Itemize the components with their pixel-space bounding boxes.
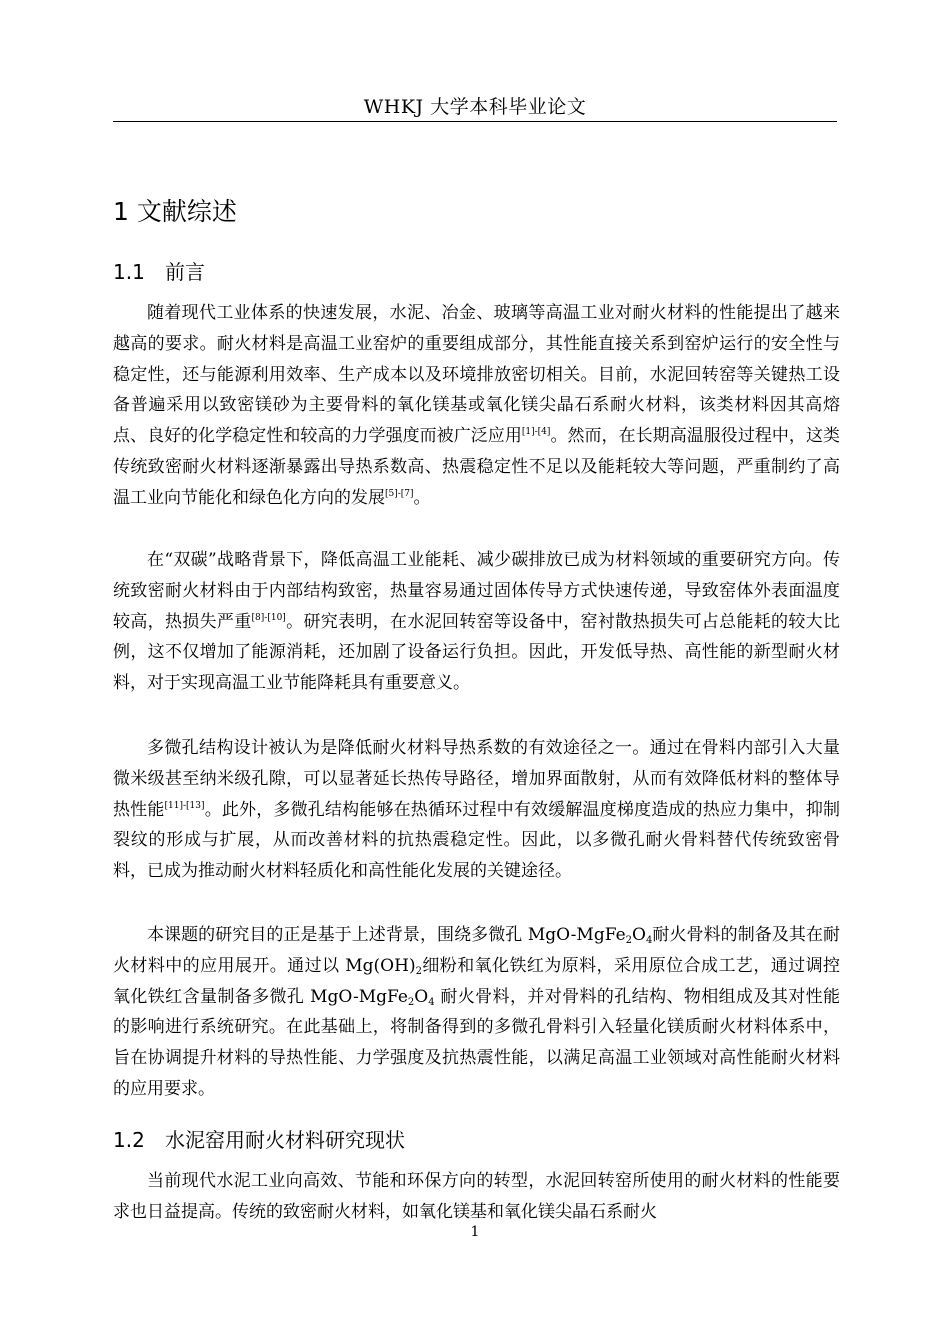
paragraph-text: 耐火骨料的制备及其在耐火材料中的应用展开。通过以 Mg(OH)	[113, 925, 841, 976]
subscript: 4	[645, 935, 653, 946]
paragraph-1	[113, 298, 840, 514]
citation: [1]-[4]	[521, 427, 551, 438]
section-heading-1-1	[113, 256, 205, 285]
paragraph-2	[113, 545, 840, 699]
section-number: 1.2	[113, 1128, 145, 1152]
paragraph-text: 。	[413, 487, 431, 508]
paragraph-text: 细粉和氧化铁红为原料，采用原位合成工艺，通过调控氧化铁红含量制备多微孔 MgO-MgFe	[113, 955, 840, 1007]
paragraph-text: O	[632, 925, 646, 945]
paragraph-3	[113, 733, 840, 887]
paragraph-text: 当前现代水泥工业向高效、节能和环保方向的转型，水泥回转窑所使用的耐火材料的性能要求也日益提高。传统的致密耐火材料，如氧化镁基和氧化镁尖晶石系耐火	[113, 1171, 840, 1222]
subscript: 2	[407, 996, 415, 1008]
paragraph-text: 多微孔结构设计被认为是降低耐火材料导热系数的有效途径之一。通过在骨料内部引入大量微米级甚至纳米级孔隙，可以显著延长热传导路径，增加界面散射，从而有效降低材料的整体导热性能	[113, 738, 840, 820]
section-title: 前言	[165, 260, 205, 284]
paragraph-text: 耐火骨料，并对骨料的孔结构、物相组成及其对性能的影响进行系统研究。在此基础上，将制备得到的多微孔骨料引入轻量化镁质耐火材料体系中，旨在协调提升材料的导热性能、力学强度及抗热震性能，以满足高温工业领域对高性能耐火材料的应用要求。	[113, 986, 840, 1099]
paragraph-4	[113, 920, 840, 1105]
citation: [5]-[7]	[385, 488, 414, 499]
paragraph-text: 本课题的研究目的正是基于上述背景，围绕多微孔 MgO-MgFe	[147, 925, 626, 945]
paragraph-text: 。此外，多微孔结构能够在热循环过程中有效缓解温度梯度造成的热应力集中，抑制裂纹的形成与扩展，从而改善材料的抗热震稳定性。因此，以多微孔耐火骨料替代传统致密骨料，已成为推动耐火材料轻质化和高性能化发展的关键途径。	[113, 799, 841, 882]
paragraph-text: 。研究表明，在水泥回转窑等设备中，窑衬散热损失可占总能耗的较大比例，这不仅增加了能源消耗，还加剧了设备运行负担。因此，开发低导热、高性能的新型耐火材料，对于实现高温工业节能降耗具有重要意义。	[113, 611, 840, 694]
page-header: WHKJ 大学本科毕业论文	[363, 96, 587, 118]
paragraph-text: 在“双碳”战略背景下，降低高温工业能耗、减少碳排放已成为材料领域的重要研究方向。传统致密耐火材料由于内部结构致密，热量容易通过固体传导方式快速传递，导致窑体外表面温度较高，热损失严重	[113, 550, 840, 632]
subscript: 2	[625, 935, 633, 946]
header-rule	[113, 121, 837, 122]
section-title: 水泥窑用耐火材料研究现状	[165, 1128, 405, 1152]
section-number: 1.1	[113, 260, 145, 284]
page-number: 1	[470, 1224, 480, 1240]
paragraph-text: O	[414, 986, 429, 1007]
citation: [8]-[10]	[251, 612, 286, 623]
paragraph-5	[113, 1166, 840, 1228]
subscript: 4	[428, 996, 435, 1008]
section-heading-1-2	[113, 1124, 405, 1153]
citation: [11]-[13]	[164, 800, 205, 811]
subscript: 2	[415, 965, 422, 977]
paragraph-text: 。然而，在长期高温服役过程中，这类传统致密耐火材料逐渐暴露出导热系数高、热震稳定性不足以及能耗较大等问题，严重制约了高温工业向节能化和绿色化方向的发展	[113, 426, 841, 508]
paragraph-text: 随着现代工业体系的快速发展，水泥、冶金、玻璃等高温工业对耐火材料的性能提出了越来越高的要求。耐火材料是高温工业窑炉的重要组成部分，其性能直接关系到窑炉运行的安全性与稳定性，还与能源利用效率、生产成本以及环境排放密切相关。目前，水泥回转窑等关键热工设备普遍采用以致密镁砂为主要骨料的氧化镁基或氧化镁尖晶石系耐火材料，该类材料因其高熔点、良好的化学稳定性和较高的力学强度而被广泛应用	[113, 303, 840, 447]
chapter-title: 1 文献综述	[113, 197, 237, 226]
